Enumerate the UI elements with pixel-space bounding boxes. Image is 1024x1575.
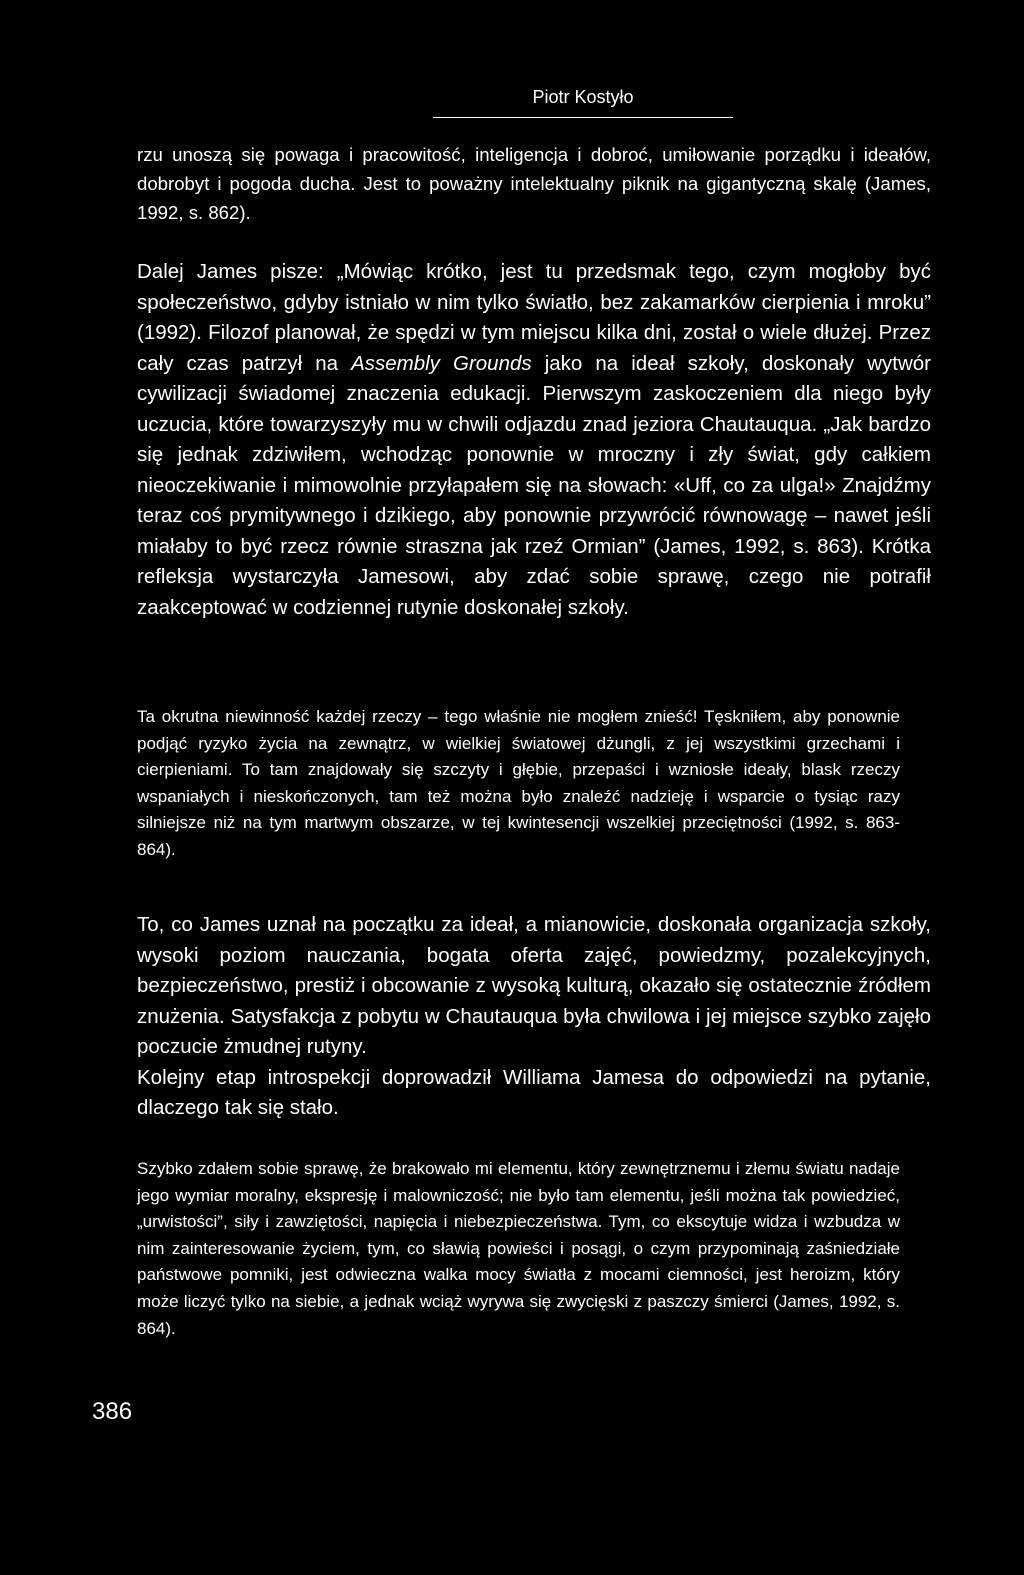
header-rule bbox=[433, 117, 733, 118]
block-quote-brakowalo: Szybko zdałem sobie sprawę, że brakowało mi elementu, który zewnętrznemu i złemu światu nadaje jego wymiar moralny, ekspresję i malowniczość; nie było tam elementu, jeśli można tak powiedzieć, „urwistości”, siły i zawziętości, napięcia i niebezpieczeństwa. Tym, co ekscytuje widza i wzbudza w nim zainteresowanie życiem, tym, co sławią powieści i posągi, o czym przypominają zaśniedziałe państwowe pomniki, jest odwieczna walka mocy światła z mocami ciemności, jest heroizm, który może liczyć tylko na siebie, a jednak wciąż wyrywa się zwycięski z paszczy śmierci (James, 1992, s. 864). bbox=[137, 1159, 900, 1338]
block-quote-niewinnosc: Ta okrutna niewinność każdej rzeczy – tego właśnie nie mogłem znieść! Tęskniłem, aby ponownie podjąć ryzyko życia na zewnątrz, w wielkiej światowej dżungli, z jej wszystkimi grzechami i cierpieniami. To tam znajdowały się szczyty i głębie, przepaści i wzniosłe ideały, blask rzeczy wspaniałych i nieskończonych, tam też można było znaleźć nadzieję i wsparcie o tysiąc razy silniejsze niż na tym martwym obszarze, w tej kwintesencji wszelkiej przeciętności (1992, s. 863-864). bbox=[137, 707, 900, 859]
paragraph-group-ideal bbox=[137, 910, 931, 1124]
paragraph-introspekcja: Kolejny etap introspekcji doprowadził Williama Jamesa do odpowiedzi na pytanie, dlaczego tak się stało. bbox=[137, 1065, 931, 1119]
paragraph-text-part: jako na ideał szkoły, doskonały wytwór cywilizacji świadomej znaczenia edukacji. Pierwszym zaskoczeniem dla niego były uczucia, które towarzyszyły mu w chwili odjazdu znad jeziora Chautauqua. „Jak bardzo się jednak zdziwiłem, wchodząc ponownie w mroczny i zły świat, gdy całkiem nieoczekiwanie i mimowolnie przyłapałem się na słowach: «Uff, co za ulga!» Znajdźmy teraz coś prymitywnego i dzikiego, aby ponownie przywrócić równowagę – nawet jeśli miałaby to być rzecz równie straszna jak rzeź Ormian” (James, 1992, s. 863). Krótka refleksja wystarczyła Jamesowi, aby zdać sobie sprawę, czego nie potrafił zaakceptować w codziennej rutynie doskonałej szkoły. bbox=[137, 351, 931, 619]
paragraph-ideal-szkoly: To, co James uznał na początku za ideał, a mianowicie, doskonała organizacja szkoły, wysoki poziom nauczania, bogata oferta zajęć, powiedzmy, pozalekcyjnych, bezpieczeństwo, prestiż i obcowanie z wysoką kulturą, okazało się ostatecznie źródłem znużenia. Satysfakcja z pobytu w Chautauqua była chwilowa i jej miejsce szybko zajęło poczucie żmudnej rutyny. bbox=[137, 913, 931, 1058]
running-head-author: Piotr Kostyło bbox=[532, 87, 634, 107]
paragraph-james-pisze bbox=[137, 257, 931, 623]
page-number: 386 bbox=[92, 1398, 133, 1425]
italic-title-assembly-grounds: Assembly Grounds bbox=[351, 351, 532, 375]
paragraph-continuation: rzu unoszą się powaga i pracowitość, inteligencja i dobroć, umiłowanie porządku i ideałów, dobrobyt i pogoda ducha. Jest to poważny intelektualny piknik na gigantyczną skalę (James, 1992, s. 862). bbox=[137, 144, 931, 223]
paragraph-text-part: Dalej James pisze: „Mówiąc krótko, jest tu przedsmak tego, czym mogłoby być społeczeństwo, gdyby istniało w nim tylko światło, bez zakamarków cierpienia i mroku” (1992). Filozof planował, że spędzi w tym miejscu kilka dni, został o wiele dłużej. Przez cały czas patrzył na bbox=[137, 260, 931, 375]
